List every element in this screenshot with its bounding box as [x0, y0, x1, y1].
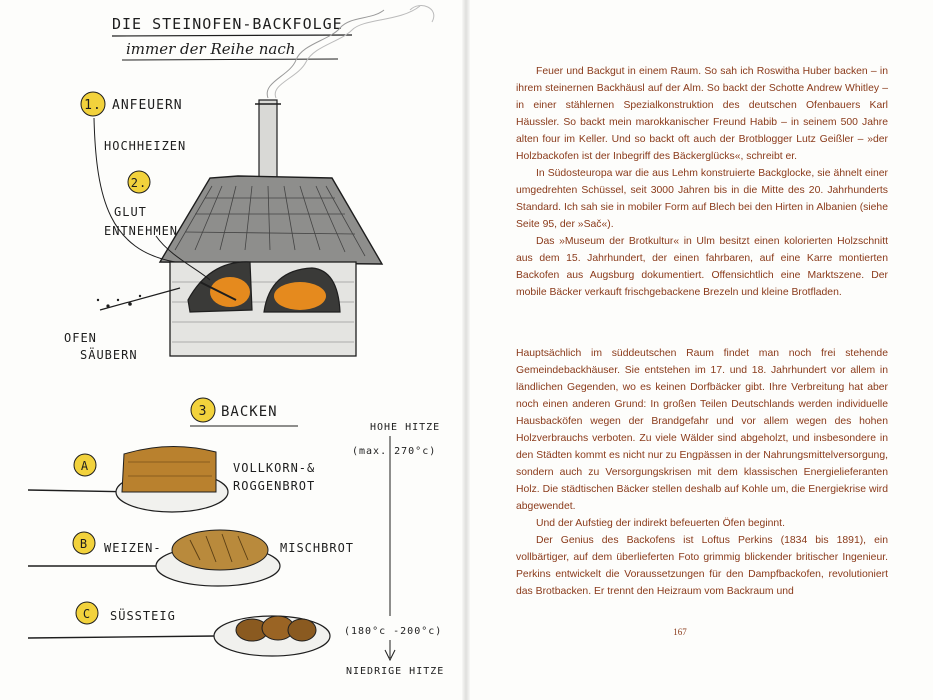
heat-top-label: HOHE HITZE [370, 422, 441, 433]
heat-top-temp: (max. 270°c) [352, 446, 437, 457]
bread-b-on-peel [28, 530, 280, 586]
step-entnehmen-label: ENTNEHMEN [104, 224, 179, 238]
bread-a-label-2: ROGGENBROT [233, 479, 316, 493]
right-page-text [470, 0, 933, 700]
paragraph: In Südosteuropa war die aus Lehm konstruierte Backglocke, sie ähnelt einer umgedrehten Schüssel, seit 3000 Jahren bis in die Mitte des 20. Jahrhunderts Standard. Ich sah sie in mobiler Form auf Blech bei den Hirten in Albanien (siehe Seite 95, der »Sač«). [516, 168, 888, 230]
stone-oven-drawing [160, 100, 382, 356]
page-number: 167 [673, 627, 687, 637]
backfolge-sketch [0, 0, 465, 700]
paragraph: Feuer und Backgut in einem Raum. So sah ich Roswitha Huber backen – in ihrem steinernen Backhäusl auf der Alm. So backt der Schotte Andrew Whitley – in einer stählernen Spezialkonstruktion des deutschen Ofenbauers Karl Häussler. So backt mein marokkanischer Freund Habib – in seinem 500 Jahre alten four im Keller. Und so backt oft auch der Brotblogger Lutz Geißler – »der Holzbackofen ist der Inbegriff des Bäckerglücks«, schreibt er. [516, 66, 888, 162]
left-page-illustration [0, 0, 465, 700]
step-saeubern-label: SÄUBERN [80, 348, 138, 362]
heat-bottom-temp: (180°c -200°c) [344, 626, 443, 637]
paragraph: Das »Museum der Brotkultur« in Ulm besitzt einen kolorierten Holzschnitt aus dem 15. Jahrhundert, der einen fahrbaren, auf eine Karre montierten Backofen aus Augsburg dokumentiert. Offensichtlich eine Marktszene. Der mobile Bäcker verkauft frischgebackene Brezeln und kleine Brotfladen. [516, 236, 888, 298]
paragraph: Der Genius des Backofens ist Loftus Perkins (1834 bis 1891), ein vollbärtiger, auf dem überlieferten Foto grimmig blickender britischer Ingenieur. Perkins entwickelt die Voraussetzungen für den Dampfbackofen, revolutioniert das Brotbacken. Er trennt den Heizraum vom Backraum und [516, 535, 888, 597]
bread-a-on-peel [28, 446, 228, 512]
bread-b-label-right: MISCHBROT [280, 541, 355, 555]
svg-text:1.: 1. [84, 98, 102, 113]
step-anfeuern-label: ANFEUERN [112, 98, 183, 113]
step-backen-label: BACKEN [221, 404, 278, 420]
text-block-1 [516, 63, 888, 301]
svg-text:A: A [80, 459, 90, 473]
svg-text:B: B [79, 537, 89, 551]
illustration-subtitle: immer der Reihe nach [126, 40, 296, 58]
step-glut-label: GLUT [114, 205, 147, 219]
svg-text:2.: 2. [130, 176, 148, 190]
text-block-2 [516, 345, 888, 600]
bread-c-label: SÜSSTEIG [110, 609, 176, 623]
illustration-title: DIE STEINOFEN-BACKFOLGE [112, 15, 343, 33]
paragraph: Und der Aufstieg der indirekt befeuerten Öfen beginnt. [536, 518, 785, 529]
heat-bottom-label: NIEDRIGE HITZE [346, 666, 445, 677]
paragraph: Hauptsächlich im süddeutschen Raum findet man noch frei stehende Gemeindebackhäuser. Sie entstehen im 17. und 18. Jahrhundert vor allem in ländlichen Gegenden, wo es keinen Dorfbäcker gibt. Ihre Verbreitung hat aber noch einen anderen Grund: In großen Teilen Deutschlands werden individuelle Hausbacköfen wegen der Brandgefahr und vor allem wegen des hohen Holzverbrauchs verboten. Zu viele Wälder sind abgeholzt, und insbesondere in den Städten kommt es nicht nur zu Engpässen in der Nahrungsmittelversorgung, sondern auch zu Versorgungskrisen mit dem klassischen Energielieferanten Holz. Die städtischen Bäcker stellen deshalb auf Kohle um, die Energiekrise wird abgewendet. [516, 348, 888, 512]
step-hochheizen-label: HOCHHEIZEN [104, 139, 187, 153]
bread-a-label-1: VOLLKORN-& [233, 461, 316, 475]
svg-text:C: C [82, 607, 92, 621]
svg-text:3: 3 [198, 404, 208, 419]
bread-b-label-left: WEIZEN- [104, 541, 162, 555]
book-gutter [462, 0, 470, 700]
step-ofen-label: OFEN [64, 331, 97, 345]
bread-c-on-peel [28, 616, 330, 656]
